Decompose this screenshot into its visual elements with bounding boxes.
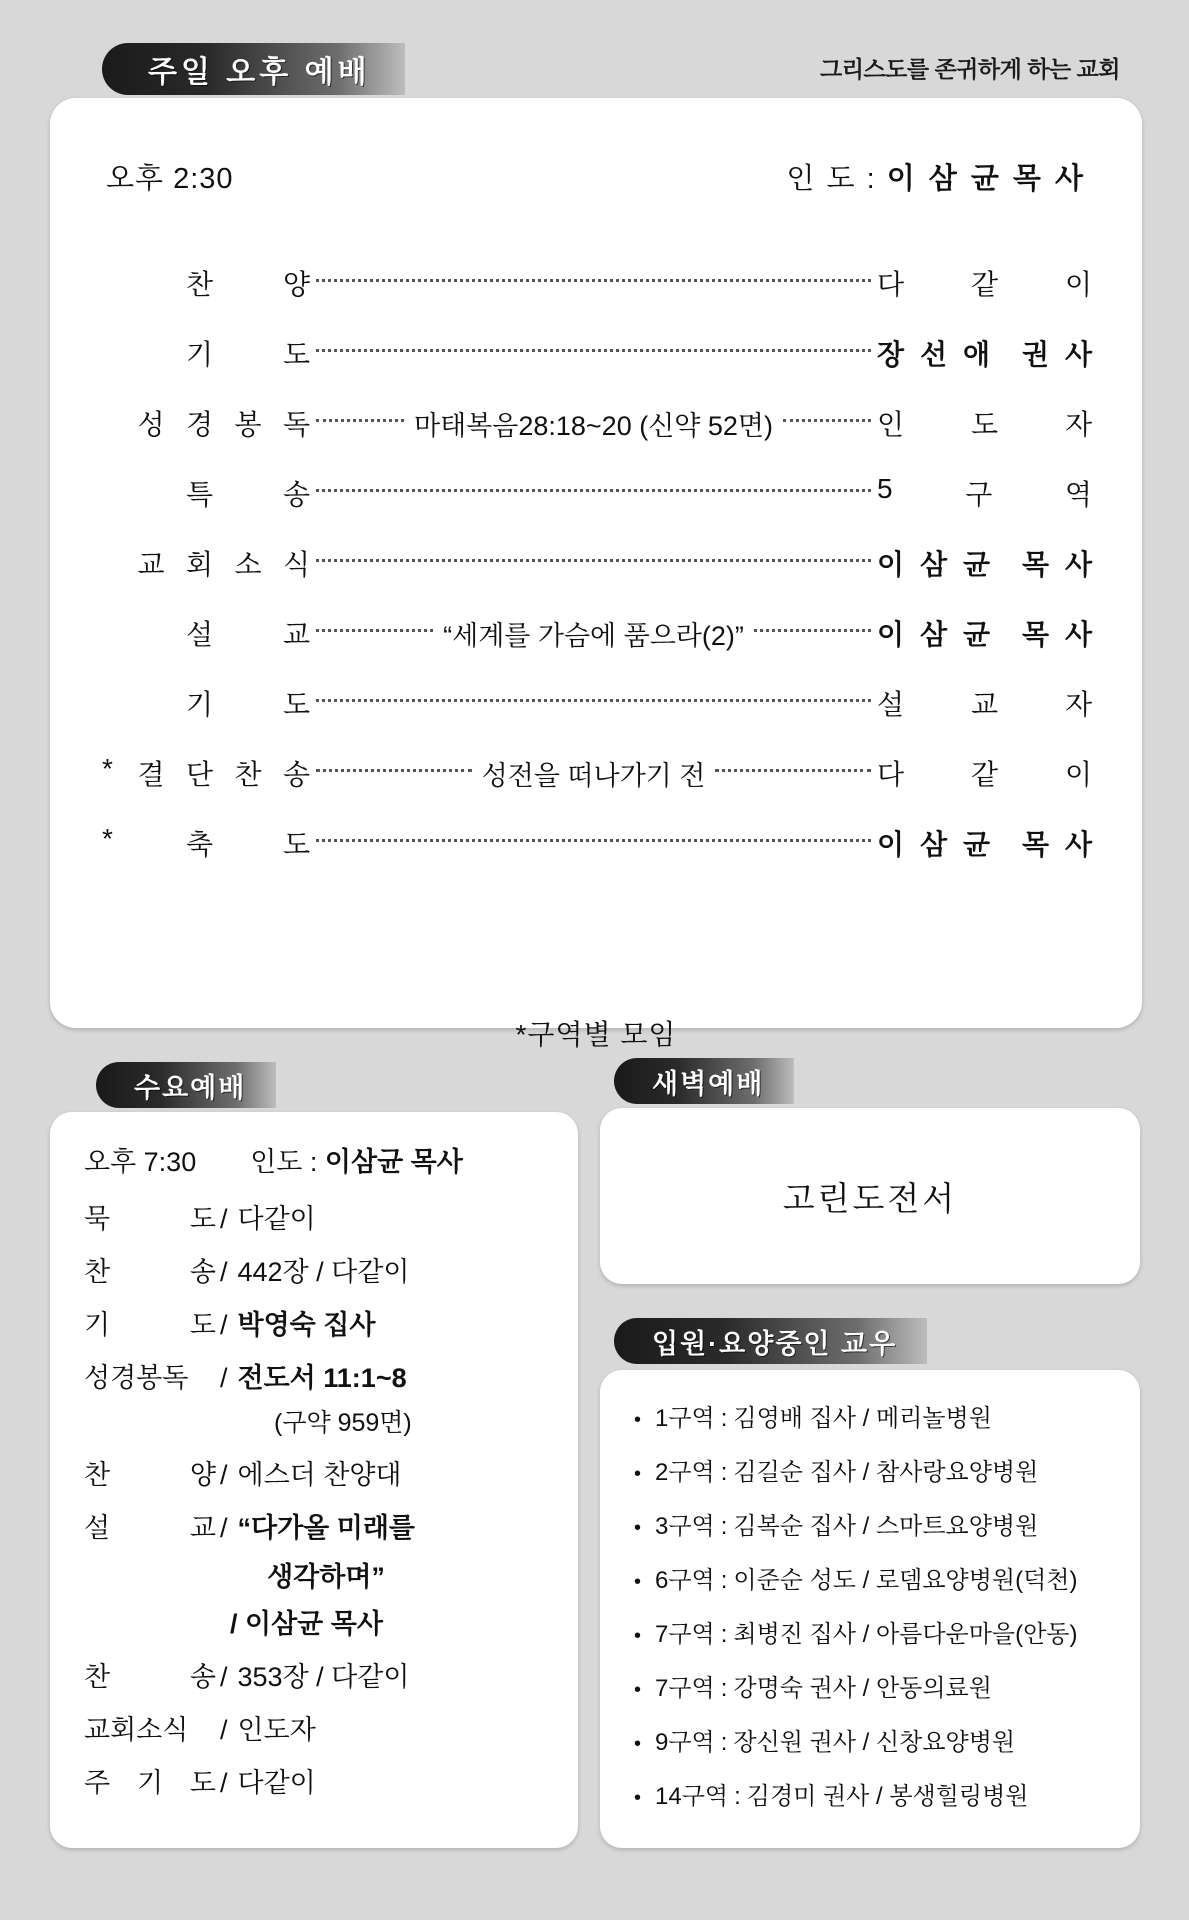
order-star [102, 613, 116, 653]
list-item [634, 1452, 1120, 1487]
order-middle [310, 699, 877, 708]
lead-name: 이 삼 균 목 사 [886, 163, 1086, 195]
order-label: 기 도 [102, 333, 310, 373]
leader-dots [316, 769, 472, 772]
bullet-icon: • [634, 1463, 642, 1485]
leader-dots [316, 839, 871, 842]
order-detail: “세계를 가슴에 품으라(2)” [443, 620, 744, 651]
wednesday-top [84, 1140, 550, 1179]
hospitalized-colon: : [720, 1675, 728, 1702]
leader-dots [316, 629, 433, 632]
order-label: 교 회 소 식 [102, 543, 310, 583]
dawn-card [600, 1108, 1140, 1284]
wednesday-order-separator: / [220, 1310, 228, 1340]
wednesday-order-separator: / [220, 1363, 228, 1393]
wednesday-order-separator: / [220, 1662, 228, 1692]
order-row [102, 318, 1092, 388]
hospitalized-zone: 1구역 [655, 1405, 715, 1432]
order-star [102, 683, 116, 723]
wednesday-order-row [84, 1303, 550, 1342]
wednesday-order-label: 찬 양 [84, 1460, 216, 1490]
order-person: 이 삼 균 목 사 [877, 619, 1092, 650]
wednesday-order-value: 인도자 [237, 1715, 316, 1745]
wednesday-order-label: 설 교 [84, 1513, 216, 1543]
wednesday-time: 오후 7:30 [84, 1147, 197, 1177]
list-item [634, 1560, 1120, 1595]
wednesday-sermon-title-line2: 생각하며” [267, 1562, 385, 1592]
wednesday-order-label: 교회소식 [84, 1715, 189, 1745]
hospitalized-detail: 김경미 권사 / 봉생힐링병원 [746, 1783, 1029, 1810]
wednesday-banner: 수요예배 [96, 1062, 276, 1108]
hospitalized-zone: 9구역 [655, 1729, 715, 1756]
wednesday-order-row [84, 1250, 550, 1289]
wednesday-order-row [84, 1708, 550, 1747]
wednesday-header [96, 1062, 276, 1108]
wednesday-scripture-page: (구약 959면) [274, 1409, 412, 1437]
order-star: * [102, 823, 113, 854]
order-row [102, 528, 1092, 598]
wednesday-card [50, 1112, 578, 1848]
wednesday-order-value: 442장 / 다같이 [237, 1257, 410, 1287]
order-star [102, 333, 116, 373]
wednesday-order-value: “다가올 미래를 [237, 1513, 416, 1543]
order-label: 설 교 [102, 613, 310, 653]
leader-dots [316, 559, 871, 562]
lead-label: 인 도 : [786, 163, 877, 195]
order-middle [310, 839, 877, 848]
order-person: 이 삼 균 목 사 [877, 549, 1092, 580]
bullet-icon: • [634, 1787, 642, 1809]
order-row [102, 668, 1092, 738]
bullet-icon: • [634, 1733, 642, 1755]
order-label: * 결 단 찬 송 [102, 753, 310, 793]
order-middle [310, 279, 877, 288]
list-item [634, 1506, 1120, 1541]
order-label: 특 송 [102, 473, 310, 513]
wednesday-order-label: 찬 송 [84, 1662, 216, 1692]
wednesday-order-value: 에스더 찬양대 [237, 1460, 402, 1490]
order-star: * [102, 753, 113, 784]
wednesday-order-label: 찬 송 [84, 1257, 216, 1287]
hospitalized-colon: : [720, 1459, 728, 1486]
order-person: 다 같 이 [877, 269, 1092, 300]
order-person: 이 삼 균 목 사 [877, 829, 1092, 860]
main-service-timeline [106, 156, 1086, 197]
leader-dots [316, 279, 871, 282]
leader-dots [316, 349, 871, 352]
hospitalized-detail: 김복순 집사 / 스마트요양병원 [733, 1513, 1039, 1540]
hospitalized-detail: 김길순 집사 / 참사랑요양병원 [733, 1459, 1039, 1486]
wednesday-order-label: 묵 도 [84, 1204, 216, 1234]
hospitalized-zone: 2구역 [655, 1459, 715, 1486]
hospitalized-zone: 6구역 [655, 1567, 715, 1594]
order-person: 설 교 자 [877, 689, 1092, 720]
wednesday-order-value: 다같이 [237, 1204, 316, 1234]
leader-dots [715, 769, 871, 772]
order-person: 인 도 자 [877, 409, 1092, 440]
hospitalized-colon: : [720, 1405, 728, 1432]
wednesday-order-value: 박영숙 집사 [237, 1310, 376, 1340]
order-row [102, 738, 1092, 808]
order-middle [310, 404, 877, 443]
hospitalized-zone: 14구역 [655, 1783, 729, 1810]
hospitalized-colon: : [720, 1729, 728, 1756]
order-person: 5 구 역 [877, 473, 1092, 510]
order-person: 장 선 애 권 사 [877, 339, 1092, 370]
hospitalized-colon: : [720, 1621, 728, 1648]
list-item [634, 1722, 1120, 1757]
wednesday-order-separator: / [220, 1513, 228, 1543]
dawn-header [614, 1058, 794, 1104]
bullet-icon: • [634, 1625, 642, 1647]
order-middle [310, 489, 877, 498]
hospitalized-colon: : [720, 1513, 728, 1540]
order-star [102, 473, 116, 513]
bullet-icon: • [634, 1517, 642, 1539]
wednesday-order-separator: / [220, 1460, 228, 1490]
wednesday-order-row [84, 1655, 550, 1694]
hospitalized-card [600, 1370, 1140, 1848]
list-item [634, 1668, 1120, 1703]
wednesday-order-separator: / [220, 1204, 228, 1234]
hospitalized-zone: 7구역 [655, 1621, 715, 1648]
wednesday-order-separator: / [220, 1257, 228, 1287]
wednesday-order-separator: / [220, 1768, 228, 1798]
hospitalized-detail: 이준순 성도 / 로뎀요양병원(덕천) [733, 1567, 1078, 1594]
wednesday-sermon-preacher: / 이삼균 목사 [230, 1609, 383, 1639]
order-label: * 축 도 [102, 823, 310, 863]
hospitalized-detail: 김영배 집사 / 메리놀병원 [733, 1405, 992, 1432]
order-detail: 성전을 떠나가기 전 [481, 760, 706, 791]
order-row [102, 808, 1092, 878]
wednesday-order-row [84, 1453, 550, 1492]
wednesday-order-label: 성경봉독 [84, 1363, 189, 1393]
dawn-scripture-book: 고린도전서 [782, 1179, 958, 1217]
main-service-banner: 주일 오후 예배 [102, 43, 405, 95]
order-label: 기 도 [102, 683, 310, 723]
order-row [102, 598, 1092, 668]
hospitalized-colon: : [720, 1567, 728, 1594]
wednesday-order-value: 다같이 [237, 1768, 316, 1798]
hospitalized-zone: 7구역 [655, 1675, 715, 1702]
leader-dots [754, 629, 871, 632]
hospitalized-zone: 3구역 [655, 1513, 715, 1540]
order-label: 찬 양 [102, 263, 310, 303]
hospitalized-detail: 장신원 권사 / 신창요양병원 [733, 1729, 1016, 1756]
wednesday-order-row [84, 1506, 550, 1545]
wednesday-lead-name: 이삼균 목사 [324, 1147, 463, 1177]
order-star [102, 543, 116, 583]
leader-dots [316, 419, 404, 422]
dawn-banner: 새벽예배 [614, 1058, 794, 1104]
order-middle [310, 559, 877, 568]
leader-dots [316, 699, 871, 702]
order-person: 다 같 이 [877, 759, 1092, 790]
order-star [102, 263, 116, 303]
main-service-time: 오후 2:30 [106, 163, 234, 195]
list-item [634, 1614, 1120, 1649]
wednesday-order-separator: / [220, 1715, 228, 1745]
leader-dots [783, 419, 871, 422]
hospitalized-colon: : [734, 1783, 741, 1810]
order-star [102, 403, 116, 443]
list-item [634, 1398, 1120, 1433]
hospitalized-list [634, 1398, 1120, 1811]
wednesday-order-label: 기 도 [84, 1310, 216, 1340]
order-detail: 마태복음28:18~20 (신약 52면) [414, 410, 773, 441]
bullet-icon: • [634, 1679, 642, 1701]
wednesday-leader [250, 1140, 463, 1179]
order-middle [310, 349, 877, 358]
order-middle [310, 754, 877, 793]
hospitalized-detail: 강명숙 권사 / 안동의료원 [733, 1675, 992, 1702]
order-label: 성 경 봉 독 [102, 403, 310, 443]
church-slogan: 그리스도를 존귀하게 하는 교회 [819, 55, 1120, 82]
wednesday-order-label: 주 기 도 [84, 1768, 216, 1798]
wednesday-order-row [84, 1761, 550, 1800]
order-row [102, 458, 1092, 528]
wednesday-order-value: 전도서 11:1~8 [237, 1363, 407, 1393]
bullet-icon: • [634, 1571, 642, 1593]
gathering-note: *구역별 모임 [515, 1019, 677, 1050]
wednesday-order-list [78, 1197, 550, 1800]
main-service-header [102, 42, 1142, 96]
list-item [634, 1776, 1120, 1811]
bullet-icon: • [634, 1409, 642, 1431]
hospitalized-header [614, 1318, 927, 1364]
main-service-order-list [102, 248, 1092, 878]
main-service-leader [786, 156, 1086, 197]
hospitalized-detail: 최병진 집사 / 아름다운마을(안동) [733, 1621, 1078, 1648]
wednesday-lead-label: 인도 : [250, 1147, 318, 1177]
hospitalized-banner: 입원·요양중인 교우 [614, 1318, 927, 1364]
leader-dots [316, 489, 871, 492]
main-service-card [50, 98, 1142, 1050]
order-middle [310, 614, 877, 653]
order-row [102, 388, 1092, 458]
wednesday-order-row [84, 1197, 550, 1236]
order-row [102, 248, 1092, 318]
wednesday-order-row [84, 1356, 550, 1395]
wednesday-order-value: 353장 / 다같이 [237, 1662, 410, 1692]
